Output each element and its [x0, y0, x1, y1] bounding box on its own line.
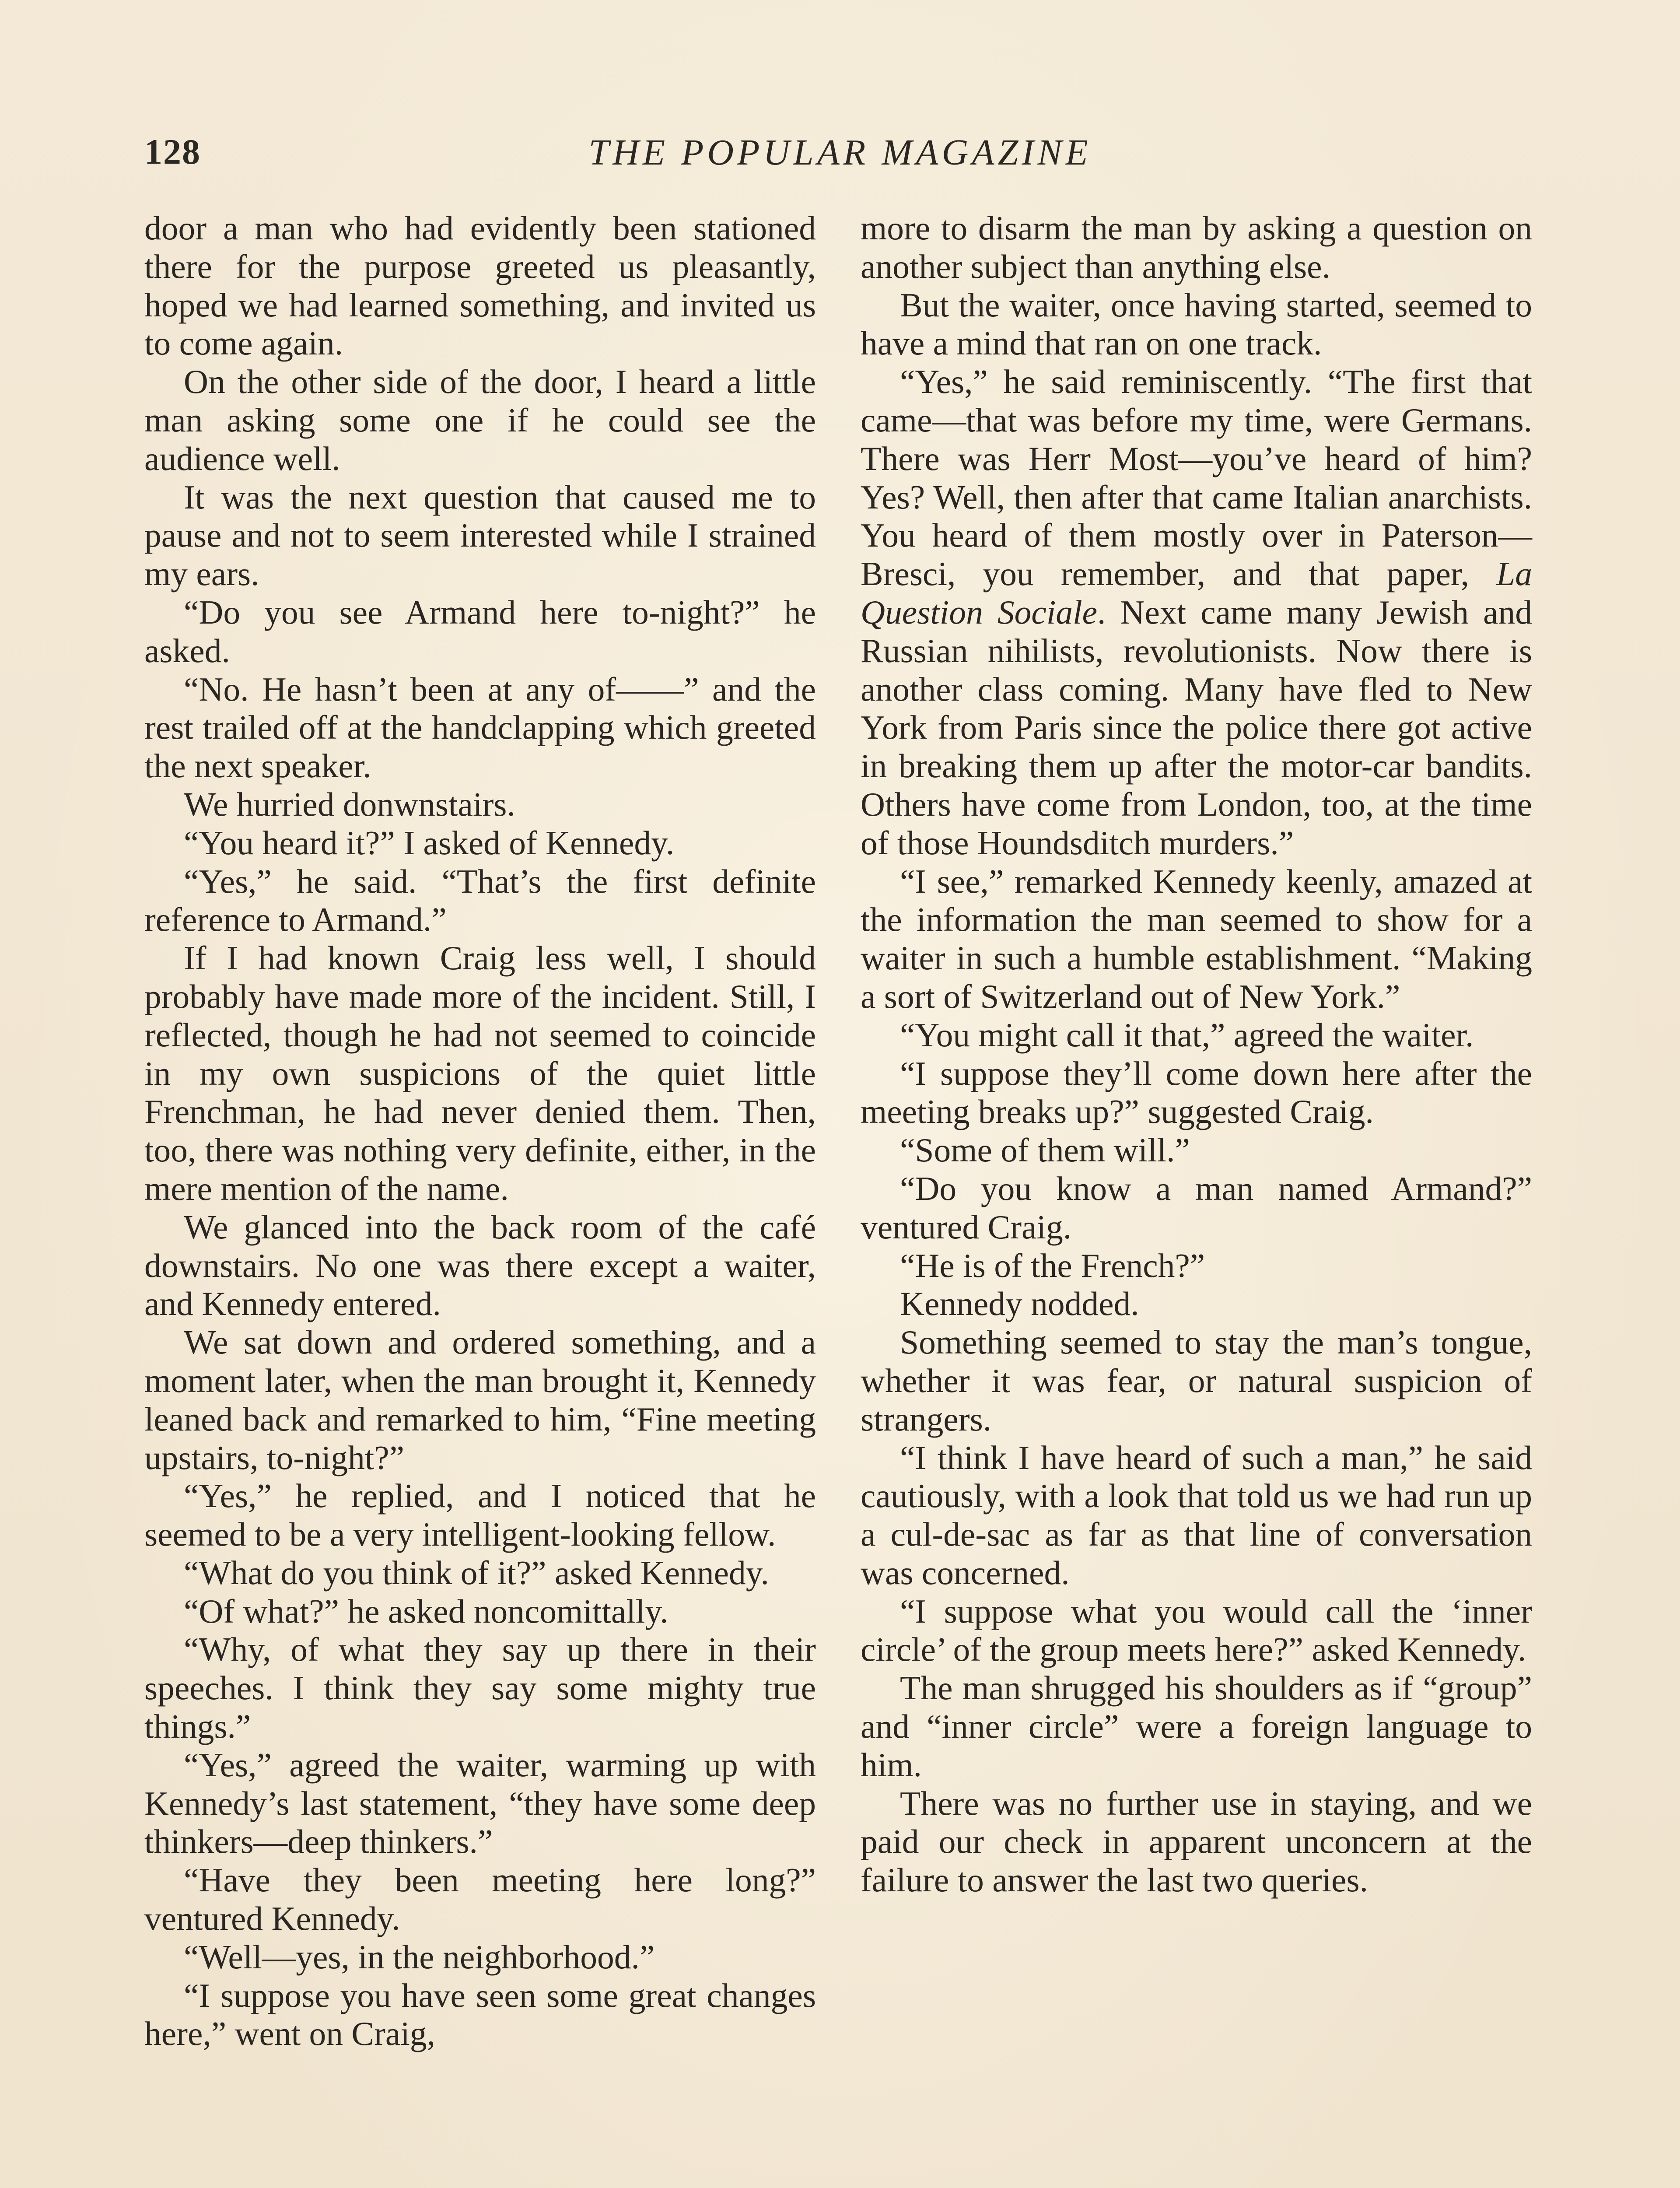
paragraph-text: “Yes,” he replied, and I noticed that he seemed to be a very intelligent-looking fellow.	[144, 1477, 816, 1553]
paragraph	[144, 1861, 816, 1938]
left-text-column	[144, 209, 816, 2053]
paragraph	[861, 209, 1532, 286]
paragraph	[861, 1131, 1532, 1170]
paragraph	[861, 1247, 1532, 1285]
paragraph-text: “What do you think of it?” asked Kennedy.	[184, 1553, 769, 1592]
paragraph-text: “Yes,” agreed the waiter, warming up with Kennedy’s last statement, “they have some deep thinkers—deep thinkers.”	[144, 1746, 816, 1861]
paragraph	[144, 1323, 816, 1477]
paragraph	[861, 1323, 1532, 1438]
paragraph	[144, 1208, 816, 1323]
paragraph	[144, 1938, 816, 1977]
paragraph	[861, 1439, 1532, 1592]
paragraph	[144, 1630, 816, 1746]
paragraph-text: The man shrugged his shoulders as if “group” and “inner circle” were a foreign language to him.	[861, 1669, 1532, 1784]
paragraph-text: On the other side of the door, I heard a little man asking some one if he could see the audience well.	[144, 363, 816, 477]
paragraph-text: There was no further use in staying, and we paid our check in apparent unconcern at the failure to answer the last two queries.	[861, 1784, 1532, 1899]
paragraph	[144, 478, 816, 593]
paragraph-text: “Well—yes, in the neighborhood.”	[184, 1938, 655, 1976]
paragraph	[861, 1669, 1532, 1784]
paragraph-text: “I suppose what you would call the ‘inner circle’ of the group meets here?” asked Kennedy.	[861, 1592, 1532, 1669]
paragraph-text: “Yes,” he said. “That’s the first definite reference to Armand.”	[144, 862, 816, 939]
paragraph-text: It was the next question that caused me to pause and not to seem interested while I strained my ears.	[144, 478, 816, 593]
paragraph-text: “I see,” remarked Kennedy keenly, amazed at the information the man seemed to show for a waiter in such a humble establishment. “Making a sort of Switzerland out of New York.”	[861, 862, 1532, 1015]
paragraph	[144, 824, 816, 863]
paragraph-text: door a man who had evidently been stationed there for the purpose greeted us pleasantly, hoped we had learned something, and invited us to come again.	[144, 209, 816, 362]
page-header	[144, 131, 1536, 179]
italic-title: La Question Sociale	[861, 555, 1532, 631]
paragraph-text: Kennedy nodded.	[900, 1285, 1139, 1323]
paragraph	[861, 1055, 1532, 1132]
paragraph	[861, 1592, 1532, 1669]
paragraph-text: “I suppose you have seen some great changes here,” went on Craig,	[144, 1976, 816, 2053]
paragraph-text: We sat down and ordered something, and a moment later, when the man brought it, Kennedy leaned back and remarked to him, “Fine meeting upstairs, to-night?”	[144, 1323, 816, 1476]
paragraph-text: “No. He hasn’t been at any of——” and the rest trailed off at the handclapping which greeted the next speaker.	[144, 670, 816, 785]
paragraph	[861, 1785, 1532, 1900]
right-text-column	[861, 209, 1532, 1900]
paragraph-text: “Do you know a man named Armand?” ventured Craig.	[861, 1169, 1532, 1246]
paragraph	[144, 670, 816, 785]
paragraph-text: We glanced into the back room of the café downstairs. No one was there except a waiter, and Kennedy entered.	[144, 1208, 816, 1323]
paragraph	[144, 209, 816, 363]
paragraph	[144, 1746, 816, 1861]
paragraph	[144, 785, 816, 824]
paragraph-text: “Some of them will.”	[900, 1131, 1190, 1169]
paragraph-text: “I think I have heard of such a man,” he said cautiously, with a look that told us we had run up a cul-de-sac as far as that line of conversation was concerned.	[861, 1438, 1532, 1592]
paragraph-text-continued: . Next came many Jewish and Russian nihilists, revolutionists. Now there is another class coming. Many have fled to New York from Paris since the police there got active in breaking them up after the motor-car bandits. Others have come from London, too, at the time of those Houndsditch murders.”	[861, 593, 1533, 862]
paragraph-text: “Yes,” he said reminiscently. “The first that came—that was before my time, were Germans. There was Herr Most—you’ve heard of him? Yes? Well, then after that came Italian anarchists. You heard of them mostly over in Paterson—Bresci, you remember, and that paper,	[861, 363, 1532, 593]
paragraph	[861, 863, 1532, 1016]
paragraph	[861, 363, 1532, 862]
paragraph	[144, 1977, 816, 2054]
paragraph-text: “Have they been meeting here long?” ventured Kennedy.	[144, 1861, 816, 1938]
paragraph-text: If I had known Craig less well, I should probably have made more of the incident. Still, I reflected, though he had not seemed to coincide in my own suspicions of the quiet little Frenchman, he had never denied them. Then, too, there was nothing very definite, either, in the mere mention of the name.	[144, 939, 816, 1207]
paragraph-text: “Why, of what they say up there in their speeches. I think they say some mighty true things.”	[144, 1630, 816, 1746]
paragraph-text: “I suppose they’ll come down here after the meeting breaks up?” suggested Craig.	[861, 1054, 1532, 1131]
paragraph	[861, 1170, 1532, 1247]
paragraph	[861, 1016, 1532, 1055]
paragraph	[861, 286, 1532, 363]
paragraph	[144, 1592, 816, 1631]
paragraph-text: “He is of the French?”	[900, 1246, 1205, 1284]
paragraph	[144, 593, 816, 670]
paragraph-text: Something seemed to stay the man’s tongue, whether it was fear, or natural suspicion of strangers.	[861, 1323, 1532, 1438]
paragraph-text: We hurried donwnstairs.	[184, 785, 515, 823]
paragraph	[144, 1477, 816, 1554]
paragraph-text: But the waiter, once having started, seemed to have a mind that ran on one track.	[861, 286, 1532, 362]
paragraph-text: more to disarm the man by asking a question on another subject than anything else.	[861, 209, 1532, 285]
paragraph	[144, 939, 816, 1208]
paragraph	[144, 863, 816, 940]
page-number: 128	[144, 132, 201, 172]
paragraph	[861, 1285, 1532, 1323]
paragraph	[144, 363, 816, 478]
paragraph-text: “Do you see Armand here to-night?” he asked.	[144, 593, 816, 670]
running-title: THE POPULAR MAGAZINE	[588, 132, 1092, 173]
paragraph-text: “You might call it that,” agreed the waiter.	[900, 1016, 1474, 1054]
paragraph-text: “You heard it?” I asked of Kennedy.	[184, 824, 675, 862]
paragraph	[144, 1554, 816, 1592]
paragraph-text: “Of what?” he asked noncomittally.	[184, 1592, 668, 1630]
